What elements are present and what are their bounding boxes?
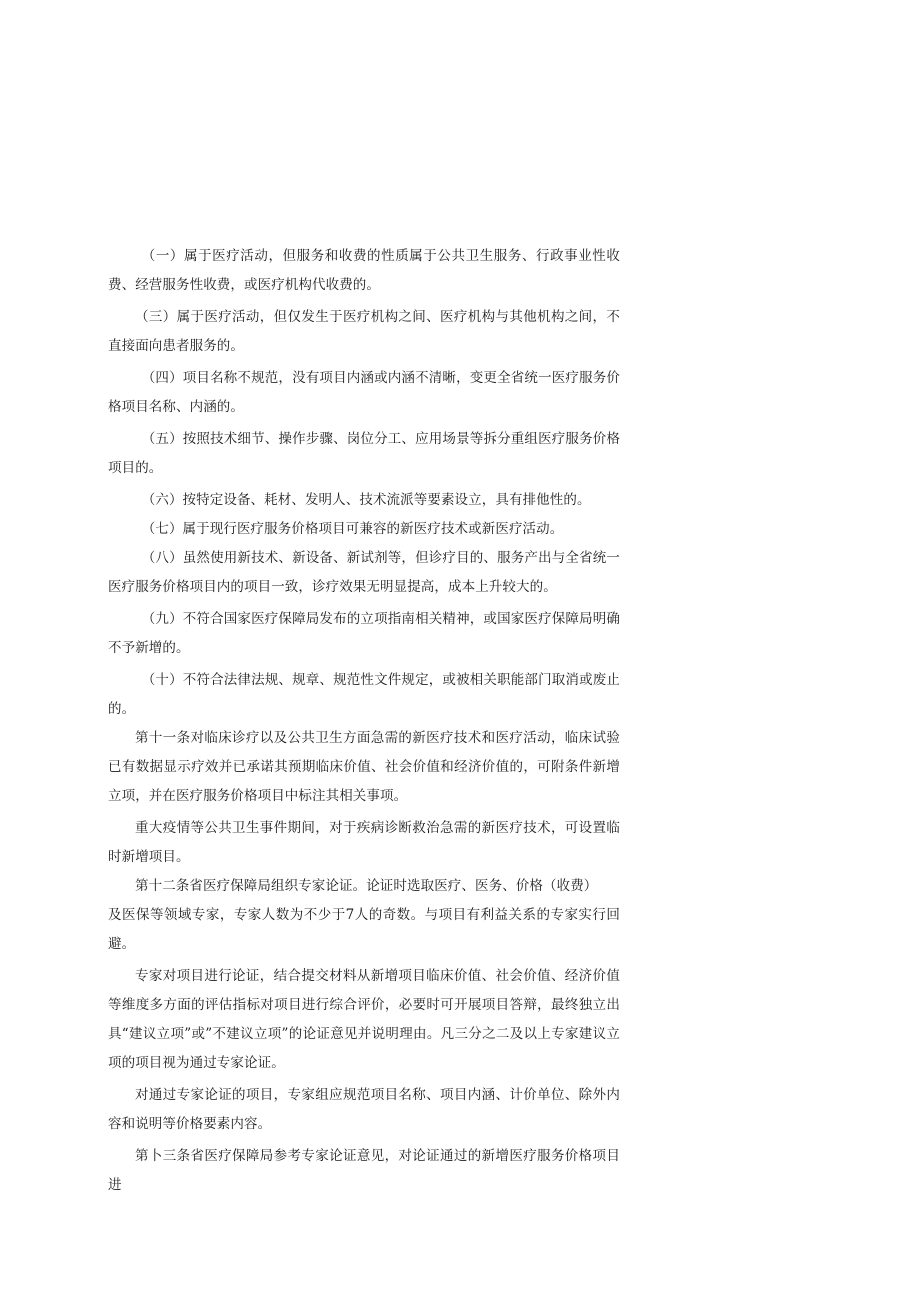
article-12-line-1: 第十二条省医疗保障局组织专家论证。论证时选取医疗、医务、价格（收费） [135,878,598,894]
paragraph-8: （八）虽然使用新技术、新设备、新试剂等，但诊疗目的、服务产出与全省统一医疗服务价格项目内的项目一致，诊疗效果无明显提高，成本上升较大的。 [108,550,620,595]
paragraph-7: （七）属于现行医疗服务价格项目可兼容的新医疗技术或新医疗活动。 [141,521,564,537]
paragraph-9: （九）不符合国家医疗保障局发布的立项指南相关精神，或国家医疗保障局明确不予新增的。 [108,611,620,656]
paragraph-3: （三）属于医疗活动，但仅发生于医疗机构之间、医疗机构与其他机构之间，不直接面向患者服务的。 [108,309,620,354]
document-body [108,242,620,1200]
article-11: 第十一条对临床诊疗以及公共卫生方面急需的新医疗技术和医疗活动，临床试验已有数据显示疗效并已承诺其预期临床价值、社会价值和经济价值的，可附条件新增立项，并在医疗服务价格项目中标注其相关事项。 [108,730,620,804]
article-13: 第卜三条省医疗保障局参考专家论证意见，对论证通过的新增医疗服务价格项目进 [108,1148,620,1193]
paragraph-10: （十）不符合法律法规、规章、规范性文件规定，或被相关职能部门取消或废止的。 [108,672,620,717]
article-12-line-2: 及医保等领域专家，专家人数为不少于7人的奇数。与项目有利益关系的专家实行回避。 [108,907,620,952]
expert-standardization: 对通过专家论证的项目，专家组应规范项目名称、项目内涵、计价单位、除外内容和说明等价格要素内容。 [108,1087,620,1132]
paragraph-4: （四）项目名称不规范，没有项目内涵或内涵不清晰，变更全省统一医疗服务价格项目名称、内涵的。 [108,370,620,415]
article-11-epidemic: 重大疫情等公共卫生事件期间，对于疾病诊断救治急需的新医疗技术，可设置临时新增项目。 [108,820,620,865]
paragraph-1: （一）属于医疗活动，但服务和收费的性质属于公共卫生服务、行政事业性收费、经营服务性收费，或医疗机构代收费的。 [108,248,620,293]
paragraph-6: （六）按特定设备、耗材、发明人、技术流派等要素设立，具有排他性的。 [141,492,591,508]
expert-review: 专家对项目进行论证，结合提交材料从新增项目临床价值、社会价值、经济价值等维度多方面的评估指标对项目进行综合评价，必要时可开展项目答辩，最终独立出具“建议立项”或”不建议立项”的论证意见并说明理由。凡三分之二及以上专家建议立项的项目视为通过专家论证。 [108,968,620,1071]
paragraph-5: （五）按照技术细节、操作步骤、岗位分工、应用场景等拆分重组医疗服务价格项目的。 [108,431,620,476]
